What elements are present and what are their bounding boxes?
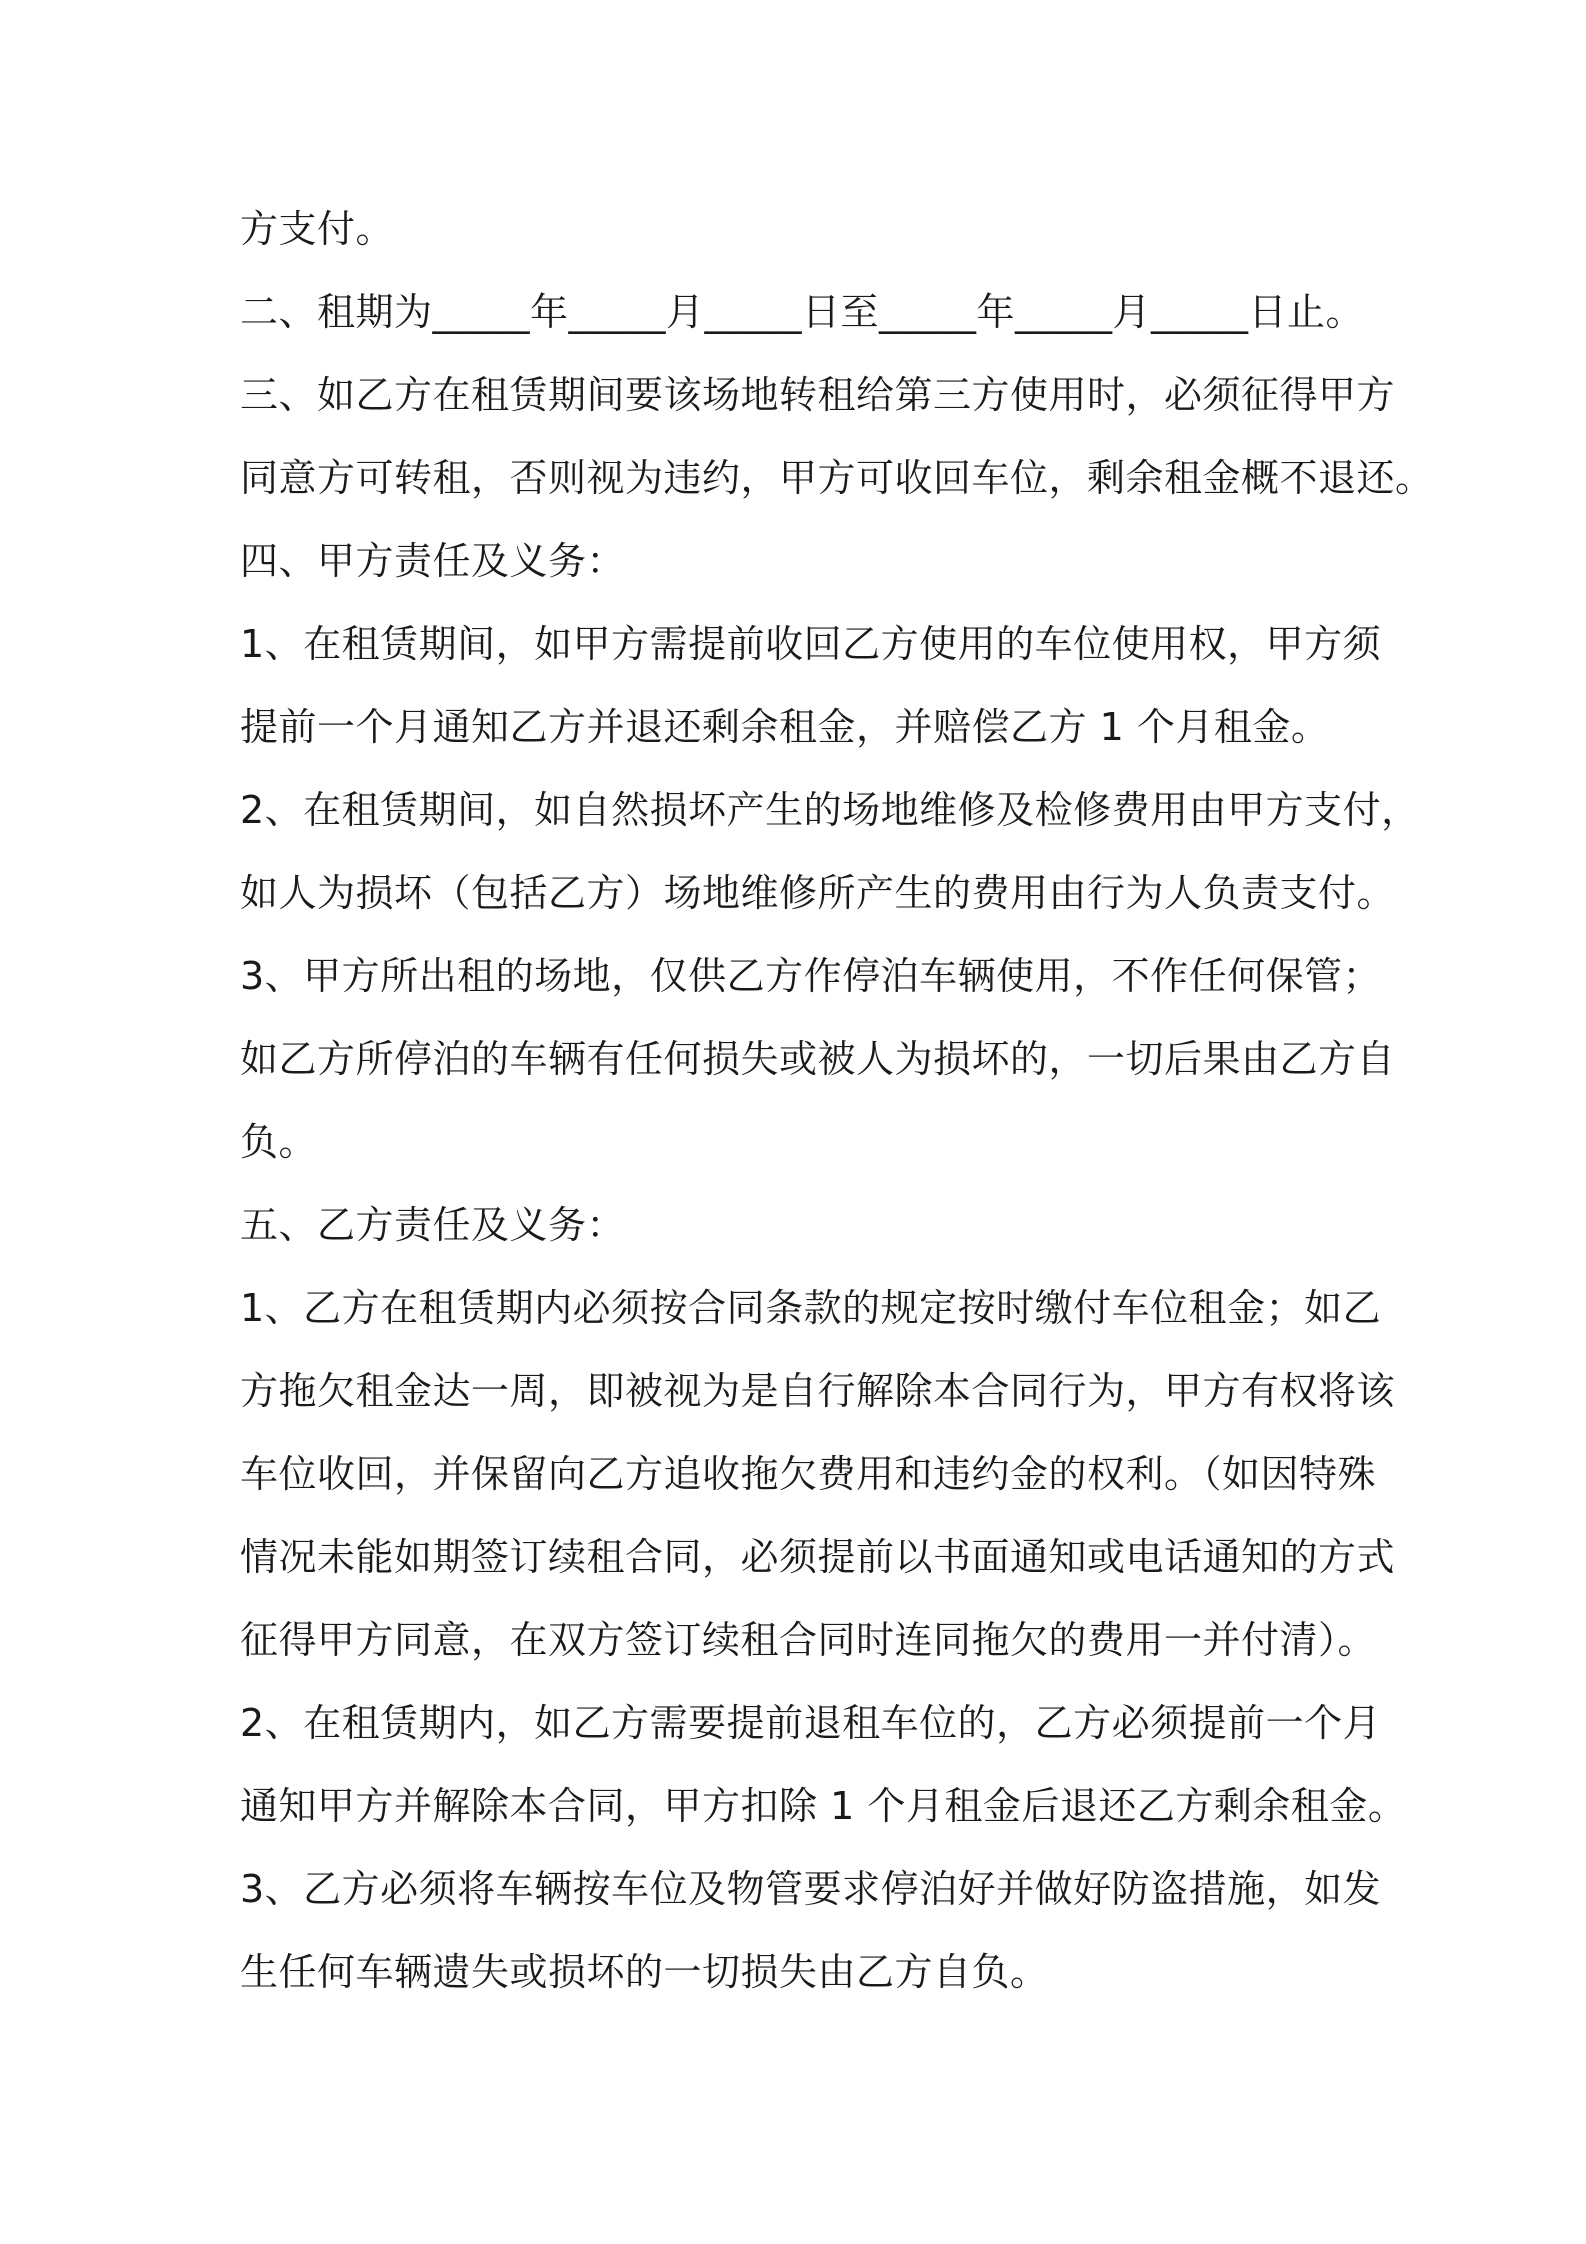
section-5-item-1-line-5: 征得甲方同意，在双方签订续租合同时连同拖欠的费用一并付清）。	[240, 1618, 1377, 1662]
section-4-item-1-line-2: 提前一个月通知乙方并退还剩余租金，并赔偿乙方 1 个月租金。	[240, 705, 1330, 749]
section-4-item-2-line-1: 2、在租赁期间，如自然损坏产生的场地维修及检修费用由甲方支付，	[240, 788, 1420, 832]
text-line-continuation-payment: 方支付。	[240, 207, 395, 251]
section-5-item-3-line-2: 生任何车辆遗失或损坏的一切损失由乙方自负。	[240, 1950, 1049, 1994]
section-5-item-2-line-2: 通知甲方并解除本合同，甲方扣除 1 个月租金后退还乙方剩余租金。	[240, 1784, 1407, 1828]
section-5-item-1-line-4: 情况未能如期签订续租合同，必须提前以书面通知或电话通知的方式	[240, 1535, 1396, 1579]
section-4-item-2-line-2: 如人为损坏（包括乙方）场地维修所产生的费用由行为人负责支付。	[240, 871, 1396, 915]
section-5-item-1-line-3: 车位收回，并保留向乙方追收拖欠费用和违约金的权利。（如因特殊	[240, 1452, 1377, 1496]
clause-3-sublease-line-1: 三、如乙方在租赁期间要该场地转租给第三方使用时，必须征得甲方	[240, 373, 1396, 417]
section-4-item-3-line-3: 负。	[240, 1120, 318, 1164]
clause-3-sublease-line-2: 同意方可转租，否则视为违约，甲方可收回车位，剩余租金概不退还。	[240, 456, 1434, 500]
section-4-item-1-line-1: 1、在租赁期间，如甲方需提前收回乙方使用的车位使用权，甲方须	[240, 622, 1382, 666]
section-4-heading: 四、甲方责任及义务：	[240, 539, 626, 583]
section-5-item-2-line-1: 2、在租赁期内，如乙方需要提前退租车位的，乙方必须提前一个月	[240, 1701, 1382, 1745]
section-5-item-1-line-1: 1、乙方在租赁期内必须按合同条款的规定按时缴付车位租金；如乙	[240, 1286, 1382, 1330]
section-5-item-3-line-1: 3、乙方必须将车辆按车位及物管要求停泊好并做好防盗措施，如发	[240, 1867, 1382, 1911]
section-4-item-3-line-1: 3、甲方所出租的场地，仅供乙方作停泊车辆使用，不作任何保管；	[240, 954, 1382, 998]
section-4-item-3-line-2: 如乙方所停泊的车辆有任何损失或被人为损坏的，一切后果由乙方自	[240, 1037, 1396, 1081]
section-5-heading: 五、乙方责任及义务：	[240, 1203, 626, 1247]
clause-2-lease-term: 二、租期为_____年_____月_____日至_____年_____月_____日止。	[240, 290, 1365, 334]
section-5-item-1-line-2: 方拖欠租金达一周，即被视为是自行解除本合同行为，甲方有权将该	[240, 1369, 1396, 1413]
